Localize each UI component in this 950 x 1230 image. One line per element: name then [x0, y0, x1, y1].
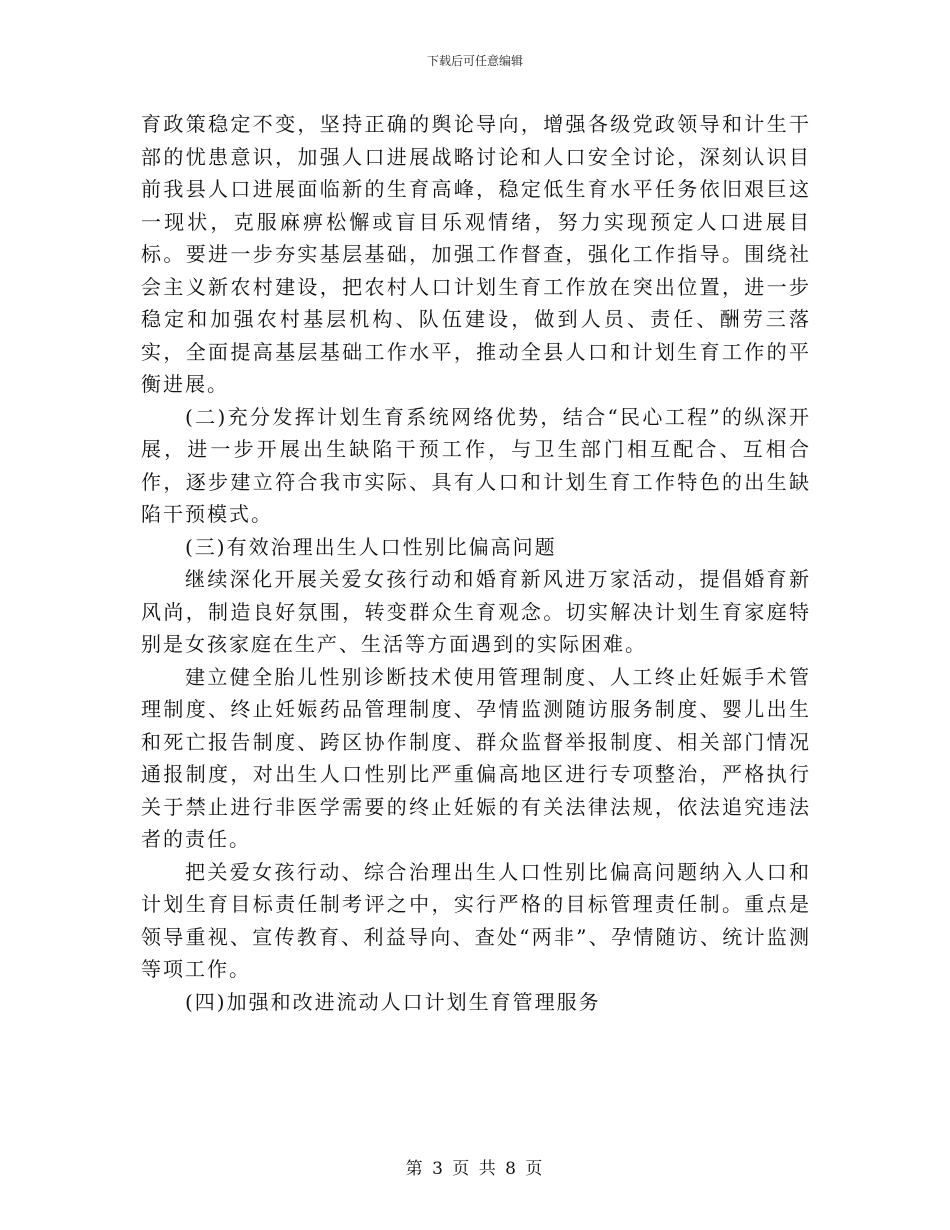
section-heading-3: (三)有效治理出生人口性别比偏高问题	[185, 534, 557, 559]
paragraph-girl-care: 继续深化开展关爱女孩行动和婚育新风进万家活动，提倡婚育新风尚，制造良好氛围，转变群众生育观念。切实解决计划生育家庭特别是女孩家庭在生产、生活等方面遇到的实际困难。	[141, 567, 811, 656]
page-header: 下载后可任意编辑	[426, 54, 523, 68]
page-number: 第 3 页 共 8 页	[405, 1159, 545, 1179]
paragraph-continuation: 育政策稳定不变，坚持正确的舆论导向，增强各级党政领导和计生干部的忧患意识，加强人口进展战略讨论和人口安全讨论，深刻认识目前我县人口进展面临新的生育高峰，稳定低生育水平任务依旧艰巨这一现状，克服麻痹松懈或盲目乐观情绪，努力实现预定人口进展目标。要进一步夯实基层基础，加强工作督查，强化工作指导。围绕社会主义新农村建设，把农村人口计划生育工作放在突出位置，进一步稳定和加强农村基层机构、队伍建设，做到人员、责任、酬劳三落实，全面提高基层基础工作水平，推动全县人口和计划生育工作的平衡进展。	[141, 112, 811, 396]
page-footer	[0, 1154, 950, 1179]
section-heading-4: (四)加强和改进流动人口计划生育管理服务	[185, 989, 601, 1014]
document-body	[141, 108, 811, 1018]
paragraph-item-2: (二)充分发挥计划生育系统网络优势，结合“民心工程”的纵深开展，进一步开展出生缺陷干预工作，与卫生部门相互配合、互相合作，逐步建立符合我市实际、具有人口和计划生育工作特色的出生缺陷干预模式。	[141, 404, 811, 526]
paragraph-management-systems: 建立健全胎儿性别诊断技术使用管理制度、人工终止妊娠手术管理制度、终止妊娠药品管理制度、孕情监测随访服务制度、婴儿出生和死亡报告制度、跨区协作制度、群众监督举报制度、相关部门情况通报制度，对出生人口性别比严重偏高地区进行专项整治，严格执行关于禁止进行非医学需要的终止妊娠的有关法律法规，依法追究违法者的责任。	[141, 664, 811, 851]
paragraph-target-responsibility: 把关爱女孩行动、综合治理出生人口性别比偏高问题纳入人口和计划生育目标责任制考评之中，实行严格的目标管理责任制。重点是领导重视、宣传教育、利益导向、查处“两非”、孕情随访、统计监测等项工作。	[141, 859, 811, 981]
